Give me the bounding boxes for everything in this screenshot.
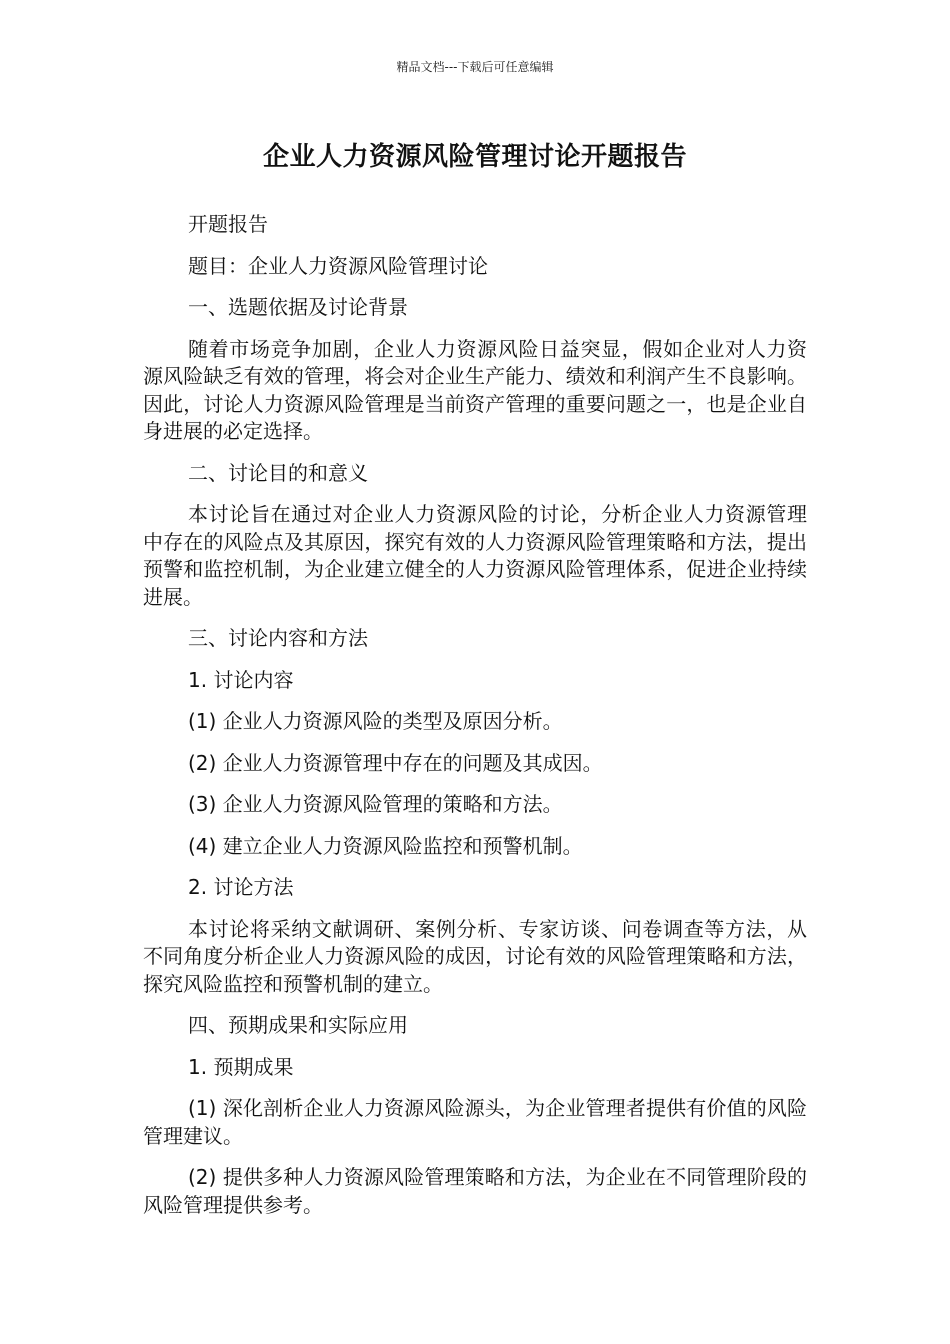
subheading-method: 2. 讨论方法: [188, 875, 294, 899]
list-item: (2) 提供多种人力资源风险管理策略和方法，为企业在不同管理阶段的风险管理提供参考。: [143, 1165, 807, 1217]
paragraph-method: 本讨论将采纳文献调研、案例分析、专家访谈、问卷调查等方法，从不同角度分析企业人力资源风险的成因，讨论有效的风险管理策略和方法，探究风险监控和预警机制的建立。: [143, 916, 807, 996]
section-heading-4: 四、预期成果和实际应用: [188, 1013, 408, 1037]
list-item: (2) 企业人力资源管理中存在的问题及其成因。: [188, 750, 603, 775]
list-item: (3) 企业人力资源风险管理的策略和方法。: [188, 792, 563, 816]
subheading-content: 1. 讨论内容: [188, 667, 294, 692]
document-title: 企业人力资源风险管理讨论开题报告: [262, 142, 687, 172]
paragraph-report-label: 开题报告: [188, 212, 268, 236]
subheading-results: 1. 预期成果: [188, 1054, 294, 1079]
document-body: [143, 211, 807, 1233]
list-item: (4) 建立企业人力资源风险监控和预警机制。: [188, 833, 583, 858]
header-note: 精品文档---下载后可任意编辑: [396, 60, 554, 74]
paragraph-purpose: 本讨论旨在通过对企业人力资源风险的讨论，分析企业人力资源管理中存在的风险点及其原因，探究有效的人力资源风险管理策略和方法，提出预警和监控机制，为企业建立健全的人力资源风险管理体系，促进企业持续进展。: [143, 502, 807, 609]
section-heading-3: 三、讨论内容和方法: [188, 626, 368, 650]
section-heading-2: 二、讨论目的和意义: [188, 460, 368, 485]
paragraph-background: 随着市场竞争加剧，企业人力资源风险日益突显，假如企业对人力资源风险缺乏有效的管理，将会对企业生产能力、绩效和利润产生不良影响。因此，讨论人力资源风险管理是当前资产管理的重要问题之一，也是企业自身进展的必定选择。: [143, 336, 807, 443]
section-heading-1: 一、选题依据及讨论背景: [188, 295, 408, 319]
list-item: (1) 深化剖析企业人力资源风险源头，为企业管理者提供有价值的风险管理建议。: [143, 1096, 807, 1148]
paragraph-topic: 题目：企业人力资源风险管理讨论: [188, 253, 488, 278]
list-item: (1) 企业人力资源风险的类型及原因分析。: [188, 709, 563, 733]
